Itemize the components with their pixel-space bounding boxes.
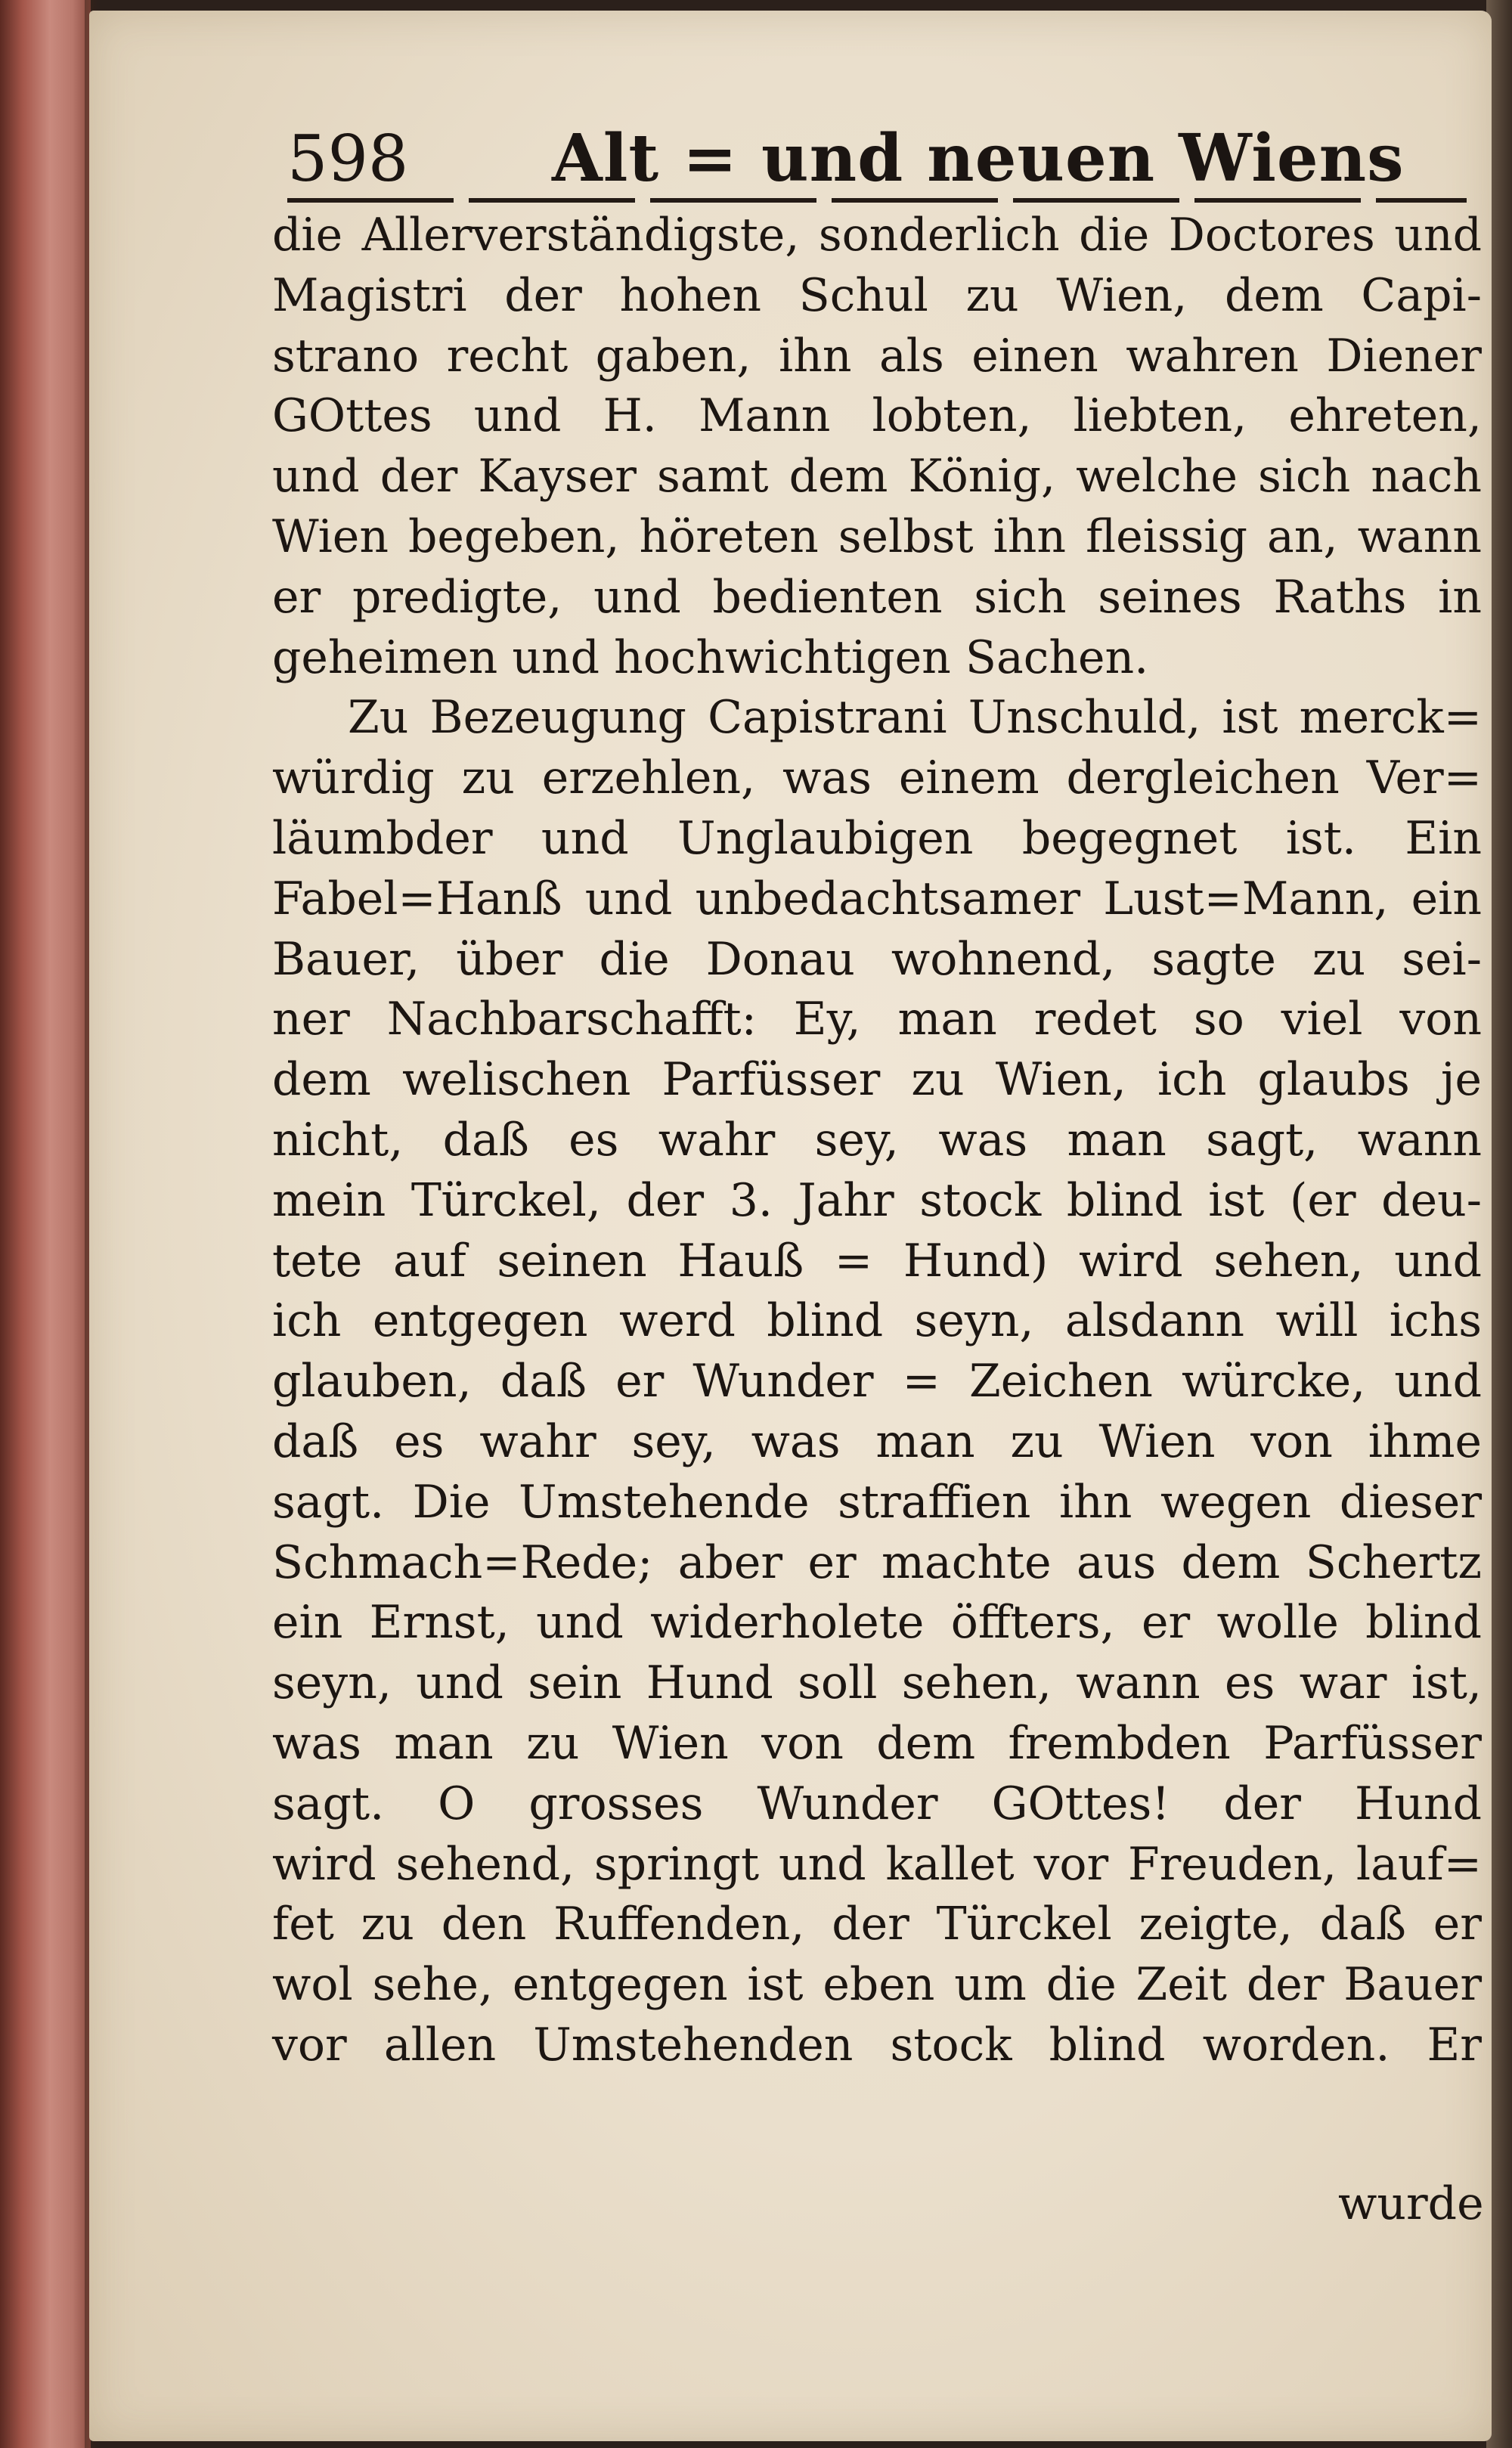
body-text bbox=[272, 206, 1482, 2076]
text-line: fet zu den Ruffenden, der Türckel zeigte, daß er bbox=[272, 1898, 1482, 1951]
page-number: 598 bbox=[287, 122, 409, 196]
text-line: Fabel=Hanß und unbedachtsamer Lust=Mann, ein bbox=[272, 872, 1482, 925]
text-line: strano recht gaben, ihn als einen wahren Diener bbox=[272, 329, 1482, 383]
text-line: vor allen Umstehenden stock blind worden. Er bbox=[272, 2018, 1482, 2072]
text-line: Wien begeben, höreten selbst ihn fleissig an, wann bbox=[272, 510, 1482, 563]
text-line: ner Nachbarschafft: Ey, man redet so viel von bbox=[272, 993, 1482, 1046]
text-line: wird sehend, springt und kallet vor Freuden, lauf= bbox=[272, 1837, 1482, 1891]
text-line: ich entgegen werd blind seyn, alsdann will ichs bbox=[272, 1294, 1482, 1348]
text-line: GOttes und H. Mann lobten, liebten, ehreten, bbox=[272, 389, 1482, 443]
text-line: läumbder und Unglaubigen begegnet ist. Ein bbox=[272, 811, 1482, 865]
catchword: wurde bbox=[1338, 2177, 1484, 2230]
text-line: Zu Bezeugung Capistrani Unschuld, ist merck= bbox=[348, 691, 1482, 745]
text-line: er predigte, und bedienten sich seines Raths in bbox=[272, 570, 1482, 624]
page-header bbox=[287, 121, 1482, 197]
text-line: ein Ernst, und widerholete öffters, er wolle blind bbox=[272, 1596, 1482, 1650]
running-head: Alt = und neuen Wiens bbox=[552, 120, 1405, 197]
text-line: tete auf seinen Hauß = Hund) wird sehen, und bbox=[272, 1234, 1482, 1288]
text-line: was man zu Wien von dem frembden Parfüsser bbox=[272, 1716, 1482, 1770]
page-block-edge bbox=[0, 0, 91, 2448]
text-line: glauben, daß er Wunder = Zeichen würcke, und bbox=[272, 1355, 1482, 1408]
text-line: und der Kayser samt dem König, welche sich nach bbox=[272, 450, 1482, 504]
text-line: dem welischen Parfüsser zu Wien, ich glaubs je bbox=[272, 1053, 1482, 1107]
text-line: daß es wahr sey, was man zu Wien von ihme bbox=[272, 1415, 1482, 1468]
header-rule bbox=[287, 198, 1467, 203]
text-line: nicht, daß es wahr sey, was man sagt, wann bbox=[272, 1113, 1482, 1167]
text-line: Bauer, über die Donau wohnend, sagte zu sei- bbox=[272, 932, 1482, 986]
text-line: seyn, und sein Hund soll sehen, wann es war ist, bbox=[272, 1656, 1482, 1710]
text-line: geheimen und hochwichtigen Sachen. bbox=[272, 631, 1149, 684]
text-line: Schmach=Rede; aber er machte aus dem Schertz bbox=[272, 1535, 1482, 1589]
text-line: würdig zu erzehlen, was einem dergleichen Ver= bbox=[272, 751, 1482, 805]
text-line: Magistri der hohen Schul zu Wien, dem Capi- bbox=[272, 268, 1482, 322]
text-line: die Allerverständigste, sonderlich die Doctores und bbox=[272, 209, 1482, 262]
text-line: sagt. Die Umstehende straffien ihn wegen dieser bbox=[272, 1475, 1482, 1529]
text-line: wol sehe, entgegen ist eben um die Zeit der Bauer bbox=[272, 1958, 1482, 2012]
text-line: sagt. O grosses Wunder GOttes! der Hund bbox=[272, 1777, 1482, 1830]
text-line: mein Türckel, der 3. Jahr stock blind ist (er deu- bbox=[272, 1173, 1482, 1227]
